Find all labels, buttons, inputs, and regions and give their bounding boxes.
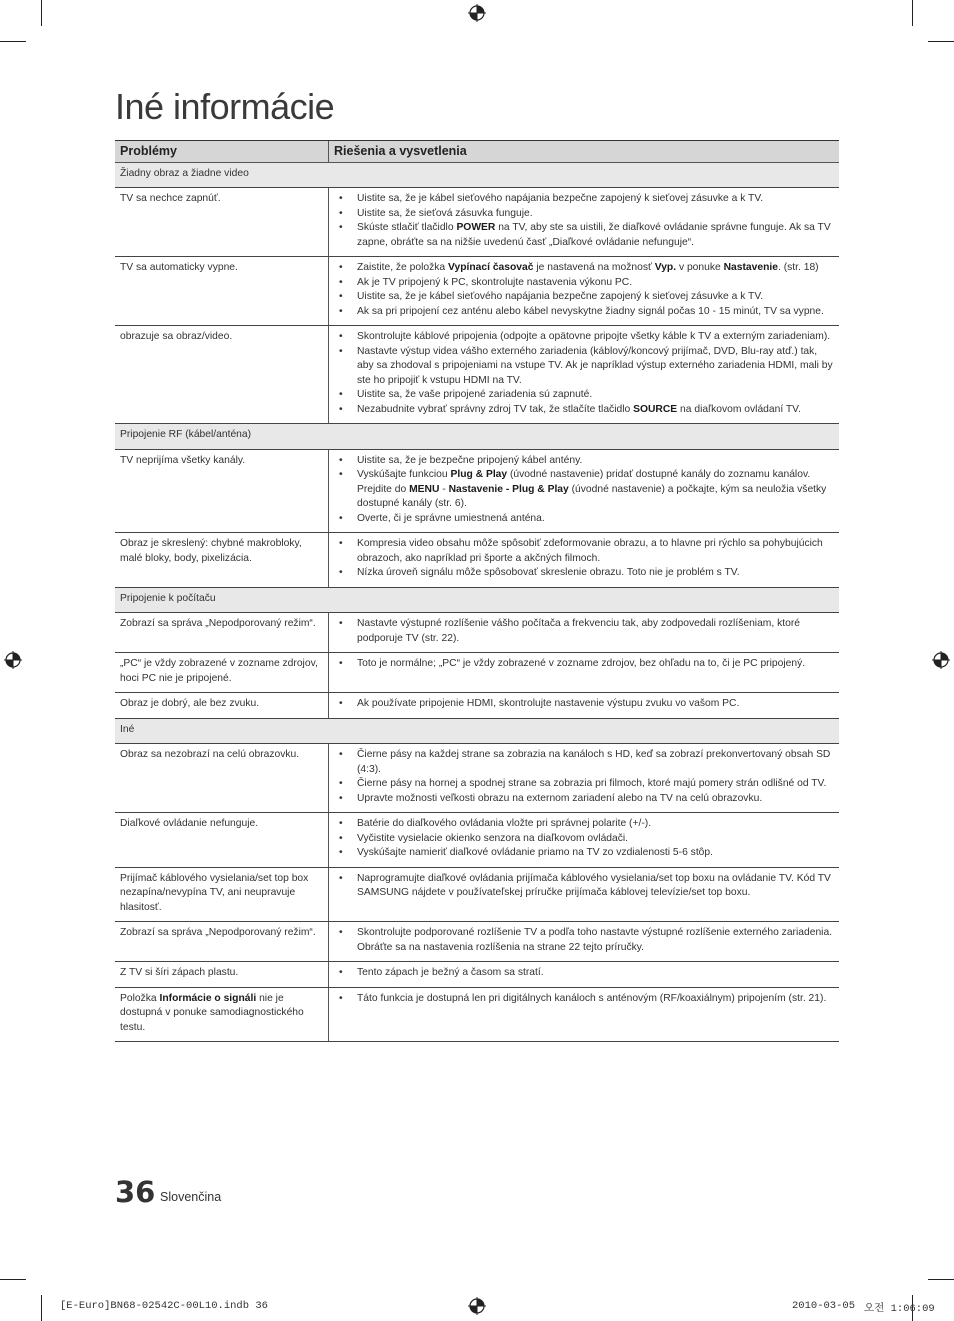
solution-list	[339, 454, 833, 527]
crop-mark	[41, 1295, 42, 1321]
solution-cell	[329, 449, 840, 533]
solution-cell	[329, 188, 840, 257]
solution-item: • Vyskúšajte namieriť diaľkové ovládanie priamo na TV zo vzdialenosti 5-6 stôp.	[339, 846, 833, 861]
table-body	[115, 162, 839, 1042]
crop-mark	[0, 41, 26, 42]
section-title: Pripojenie k počítaču	[115, 587, 839, 613]
solution-item: • Ak je TV pripojený k PC, skontrolujte nastavenia výkonu PC.	[339, 276, 833, 291]
solution-cell	[329, 257, 840, 326]
solution-list	[339, 748, 833, 806]
solution-list	[339, 657, 833, 672]
registration-mark-icon	[468, 1297, 486, 1315]
solution-list	[339, 192, 833, 250]
solution-cell	[329, 326, 840, 424]
solution-item: • Zaistite, že položka Vypínací časovač je nastavená na možnosť Vyp. v ponuke Nastavenie. (str. 18)	[339, 261, 833, 276]
table-row	[115, 693, 839, 719]
page-number: 36	[115, 1175, 156, 1209]
solution-cell	[329, 613, 840, 653]
solution-list	[339, 617, 833, 646]
section-row	[115, 587, 839, 613]
section-row	[115, 162, 839, 188]
problem-cell: „PC“ je vždy zobrazené v zozname zdrojov, hoci PC nie je pripojené.	[115, 653, 329, 693]
solution-item: • Tento zápach je bežný a časom sa stratí.	[339, 966, 833, 981]
section-row	[115, 718, 839, 744]
table-row	[115, 922, 839, 962]
crop-mark	[928, 41, 954, 42]
footer-time: 오전 1:06:09	[864, 1303, 935, 1315]
solution-item: • Uistite sa, že sieťová zásuvka funguje.	[339, 207, 833, 222]
problem-cell: obrazuje sa obraz/video.	[115, 326, 329, 424]
problem-cell: Zobrazí sa správa „Nepodporovaný režim“.	[115, 922, 329, 962]
crop-mark	[0, 1279, 26, 1280]
problem-cell: Z TV si šíri zápach plastu.	[115, 962, 329, 988]
solution-item: • Ak sa pri pripojení cez anténu alebo kábel nevyskytne žiadny signál počas 10 - 15 minút, TV sa vypne.	[339, 305, 833, 320]
solution-item: • Overte, či je správne umiestnená anténa.	[339, 512, 833, 527]
problem-cell: Obraz je dobrý, ale bez zvuku.	[115, 693, 329, 719]
solution-item: • Upravte možnosti veľkosti obrazu na externom zariadení alebo na TV na celú obrazovku.	[339, 792, 833, 807]
crop-mark	[928, 1279, 954, 1280]
table-row	[115, 653, 839, 693]
solution-item: • Nastavte výstup videa vášho externého zariadenia (káblový/koncový prijímač, DVD, Blu-ray atď.) tak, aby sa zhodoval s pripojeniami na vstupe TV. Ak je napríklad výstup externého zariadenia HDMI, mali by ste ho pripojiť k vstupu HDMI na TV.	[339, 345, 833, 389]
table-row	[115, 326, 839, 424]
problem-cell: Zobrazí sa správa „Nepodporovaný režim“.	[115, 613, 329, 653]
registration-mark-icon	[932, 651, 950, 669]
solution-cell	[329, 987, 840, 1042]
crop-mark	[912, 0, 913, 26]
solution-item: • Čierne pásy na hornej a spodnej strane sa zobrazia pri filmoch, ktoré majú pomery strán odlišné od TV.	[339, 777, 833, 792]
table-row	[115, 987, 839, 1042]
solution-cell	[329, 962, 840, 988]
solution-item: • Uistite sa, že je kábel sieťového napájania bezpečne zapojený k sieťovej zásuvke a k TV.	[339, 192, 833, 207]
page-language: Slovenčina	[160, 1190, 222, 1204]
solution-cell	[329, 744, 840, 813]
registration-mark-icon	[4, 651, 22, 669]
solution-item: • Skúste stlačiť tlačidlo POWER na TV, aby ste sa uistili, že diaľkové ovládanie správne funguje. Ak sa TV zapne, obráťte sa na nižšie uvedenú časť „Diaľkové ovládanie nefunguje“.	[339, 221, 833, 250]
section-title: Žiadny obraz a žiadne video	[115, 162, 839, 188]
problem-cell: Obraz je skreslený: chybné makrobloky, malé bloky, body, pixelizácia.	[115, 533, 329, 588]
solution-item: • Ak používate pripojenie HDMI, skontrolujte nastavenie výstupu zvuku vo vašom PC.	[339, 697, 833, 712]
problem-cell: Obraz sa nezobrazí na celú obrazovku.	[115, 744, 329, 813]
column-header-solutions: Riešenia a vysvetlenia	[329, 141, 840, 163]
registration-mark-icon	[468, 4, 486, 22]
solution-item: • Naprogramujte diaľkové ovládania prijímača káblového vysielania/set top boxu na ovládanie TV. Kód TV SAMSUNG nájdete v používateľskej príručke prijímača káblovej televízie/set top boxu.	[339, 872, 833, 901]
solution-item: • Skontrolujte podporované rozlíšenie TV a podľa toho nastavte výstupné rozlíšenie externého zariadenia. Obráťte sa na nastavenia rozlíšenia na strane 22 tejto príručky.	[339, 926, 833, 955]
solution-list	[339, 261, 833, 319]
solution-item: • Nízka úroveň signálu môže spôsobovať skreslenie obrazu. Toto nie je problém s TV.	[339, 566, 833, 581]
solution-cell	[329, 653, 840, 693]
solution-item: • Skontrolujte káblové pripojenia (odpojte a opätovne pripojte všetky káble k TV a externým zariadeniam).	[339, 330, 833, 345]
table-row	[115, 962, 839, 988]
solution-item: • Kompresia video obsahu môže spôsobiť zdeformovanie obrazu, a to hlavne pri rýchlo sa pohybujúcich obrazoch, ako napríklad pri športe a akčných filmoch.	[339, 537, 833, 566]
solution-item: • Táto funkcia je dostupná len pri digitálnych kanáloch s anténovým (RF/koaxiálnym) pripojením (str. 21).	[339, 992, 833, 1007]
solution-list	[339, 992, 833, 1007]
table-row	[115, 533, 839, 588]
solution-cell	[329, 813, 840, 868]
solution-list	[339, 697, 833, 712]
footer-date: 2010-03-05	[792, 1300, 856, 1312]
solution-item: • Čierne pásy na každej strane sa zobrazia na kanáloch s HD, keď sa zobrazí prekonvertovaný obsah SD (4:3).	[339, 748, 833, 777]
table-row	[115, 613, 839, 653]
solution-cell	[329, 693, 840, 719]
solution-cell	[329, 922, 840, 962]
problem-cell: Diaľkové ovládanie nefunguje.	[115, 813, 329, 868]
solution-list	[339, 537, 833, 581]
table-row	[115, 257, 839, 326]
solution-list	[339, 966, 833, 981]
solution-list	[339, 872, 833, 901]
troubleshooting-table	[115, 140, 839, 1042]
table-row	[115, 449, 839, 533]
solution-item: • Batérie do diaľkového ovládania vložte pri správnej polarite (+/-).	[339, 817, 833, 832]
problem-cell: TV neprijíma všetky kanály.	[115, 449, 329, 533]
solution-list	[339, 926, 833, 955]
table-row	[115, 867, 839, 922]
solution-item: • Uistite sa, že vaše pripojené zariadenia sú zapnuté.	[339, 388, 833, 403]
solution-item: • Vyskúšajte funkciou Plug & Play (úvodné nastavenie) pridať dostupné kanály do zoznamu kanálov. Prejdite do MENU - Nastavenie - Plug & Play (úvodné nastavenie) a počkajte, kým sa neuložia všetky dostupné kanály (str. 6).	[339, 468, 833, 512]
footer-file: [E-Euro]BN68-02542C-00L10.indb 36	[60, 1300, 268, 1312]
solution-cell	[329, 533, 840, 588]
solution-item: • Uistite sa, že je bezpečne pripojený kábel antény.	[339, 454, 833, 469]
solution-list	[339, 330, 833, 417]
section-title: Iné	[115, 718, 839, 744]
problem-cell: TV sa nechce zapnúť.	[115, 188, 329, 257]
solution-item: • Vyčistite vysielacie okienko senzora na diaľkovom ovládači.	[339, 832, 833, 847]
table-row	[115, 744, 839, 813]
page-title: Iné informácie	[115, 86, 335, 127]
solution-list	[339, 817, 833, 861]
table-row	[115, 188, 839, 257]
crop-mark	[41, 0, 42, 26]
column-header-problems: Problémy	[115, 141, 329, 163]
solution-item: • Toto je normálne; „PC“ je vždy zobrazené v zozname zdrojov, bez ohľadu na to, či je PC pripojený.	[339, 657, 833, 672]
solution-cell	[329, 867, 840, 922]
solution-item: • Nezabudnite vybrať správny zdroj TV tak, že stlačíte tlačidlo SOURCE na diaľkovom ovládaní TV.	[339, 403, 833, 418]
solution-item: • Nastavte výstupné rozlíšenie vášho počítača a frekvenciu tak, aby zodpovedali rozlíšeniam, ktoré podporuje TV (str. 22).	[339, 617, 833, 646]
table-header-row	[115, 141, 839, 163]
solution-item: • Uistite sa, že je kábel sieťového napájania bezpečne zapojený k sieťovej zásuvke a k TV.	[339, 290, 833, 305]
section-row	[115, 424, 839, 450]
problem-cell: Položka Informácie o signáli nie je dostupná v ponuke samodiagnostického testu.	[115, 987, 329, 1042]
problem-cell: Prijímač káblového vysielania/set top box nezapína/nevypína TV, ani neupravuje hlasitosť.	[115, 867, 329, 922]
table-row	[115, 813, 839, 868]
problem-cell: TV sa automaticky vypne.	[115, 257, 329, 326]
section-title: Pripojenie RF (kábel/anténa)	[115, 424, 839, 450]
